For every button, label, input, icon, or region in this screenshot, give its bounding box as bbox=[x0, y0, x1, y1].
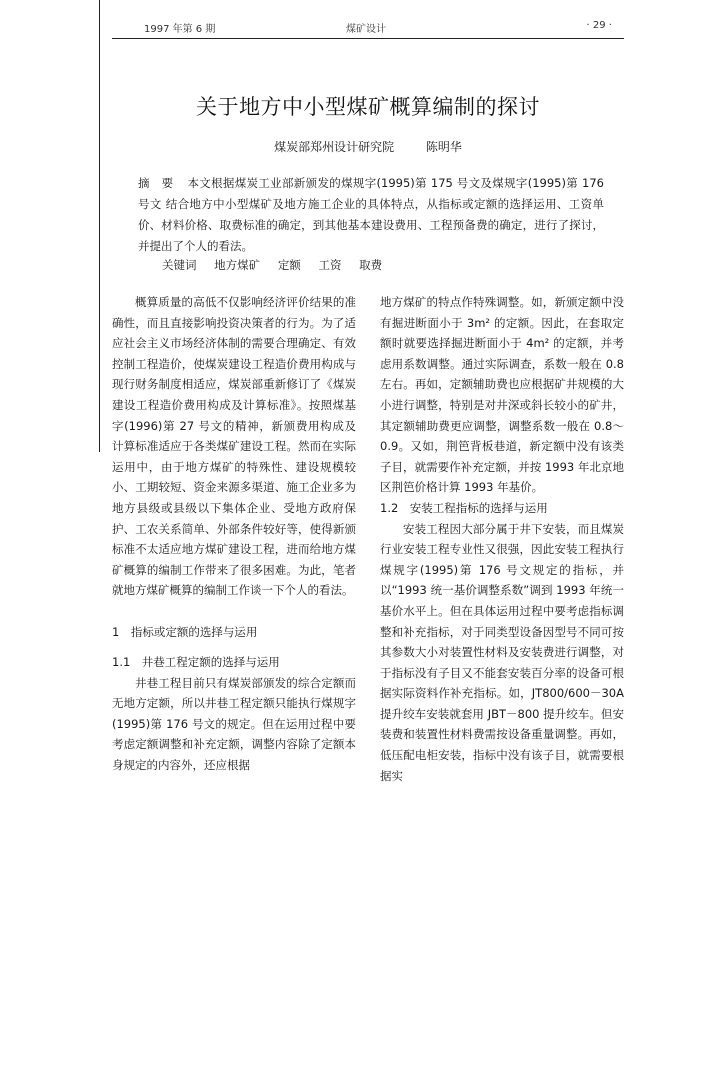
header-rule bbox=[112, 38, 624, 39]
section-heading: 1 指标或定额的选择与运用 bbox=[112, 624, 258, 639]
running-header bbox=[112, 20, 624, 36]
body-paragraph: 概算质量的高低不仅影响经济评价结果的准确性，而且直接影响投资决策者的行为。为了适应社会主义市场经济体制的需要合理确定、有效控制工程造价，使煤炭建设工程造价费用构成与现行财务制度相适应，煤炭部重新修订了《煤炭建设工程造价费用构成及计算标准》。按照煤基字(1996)第 27 号文的精神，新颁费用构成及计算标准适应于各类煤矿建设工程。然而在实际运用中，由于地方煤矿的特殊性、建设规模较小、工期较短、资金来源多渠道、施工企业多为地方县级或县级以下集体企业、受地方政府保护、工农关系简单、外部条件较好等，使得新颁标准不太适应地方煤矿建设工程，进而给地方煤矿概算的编制工作带来了很多困难。为此，笔者就地方煤矿概算的编制工作谈一下个人的看法。 bbox=[112, 295, 356, 598]
keyword: 定额 bbox=[277, 258, 301, 272]
margin-rule bbox=[99, 0, 100, 452]
author-institution: 煤炭部郑州设计研究院 bbox=[274, 140, 395, 154]
author-name: 陈明华 bbox=[425, 140, 462, 154]
subsection-heading: 1.2 安装工程指标的选择与运用 bbox=[380, 500, 548, 515]
keywords-label: 关键词 bbox=[162, 258, 197, 272]
keyword: 工资 bbox=[318, 258, 342, 272]
author-line bbox=[112, 138, 624, 155]
article-title: 关于地方中小型煤矿概算编制的探讨 bbox=[196, 95, 540, 119]
body-column-left bbox=[112, 292, 356, 776]
body-paragraph: 井巷工程目前只有煤炭部颁发的综合定额而无地方定额，所以井巷工程定额只能执行煤规字(1995)第 176 号文的规定。但在运用过程中要考虑定额调整和补充定额，调整内容除了定额本身规定的内容外，还应根据 bbox=[112, 675, 356, 773]
abstract-text: 本文根据煤炭工业部新颁发的煤规字(1995)第 175 号文及煤规字(1995)第 176 号文 结合地方中小型煤矿及地方施工企业的具体特点，从指标或定额的选择运用、工资单价、材料价格、取费标准的确定，到其他基本建设费用、工程预备费的确定，进行了探讨，并提出了个人的看法。 bbox=[138, 176, 605, 253]
subsection-heading: 1.1 井巷工程定额的选择与运用 bbox=[112, 655, 280, 670]
body-paragraph: 地方煤矿的特点作特殊调整。如，新颁定额中没有掘进断面小于 3m² 的定额。因此，在套取定额时就要选择掘进断面小于 4m² 的定额，并考虑用系数调整。通过实际调查，系数一般在 0.8 左右。再如，定额辅助费也应根据矿井规模的大小进行调整，特别是对井深或斜长较小的矿井，其定额辅助费更应调整，调整系数一般在 0.8～0.9。又如，荆笆背板巷道，新定额中没有该类子目，就需要作补充定额，并按 1993 年北京地区荆笆价格计算 1993 年基价。 bbox=[380, 295, 624, 495]
body-column-right bbox=[380, 292, 624, 786]
journal-name: 煤矿设计 bbox=[346, 24, 386, 35]
issue-label: 1997 年第 6 期 bbox=[144, 24, 216, 35]
page-number: · 29 · bbox=[586, 20, 612, 31]
keyword: 地方煤矿 bbox=[214, 258, 261, 272]
body-paragraph: 安装工程因大部分属于井下安装，而且煤炭行业安装工程专业性又很强，因此安装工程执行煤规字(1995)第 176 号文规定的指标，并以“1993 统一基价调整系数”调到 1993 年统一基价水平上。但在具体运用过程中要考虑指标调整和补充指标，对于同类型设备因型号不同可按其参数大小对装置性材料及安装费进行调整，对于指标没有子目又不能套安装百分率的设备可根据实际资料作补充指标。如，JT800/600－30A 提升绞车安装就套用 JBT－800 提升绞车。但安装费和装置性材料费需按设备重量调整。再如，低压配电柜安装，指标中没有该子目，就需要根据实 bbox=[380, 521, 624, 783]
abstract bbox=[138, 173, 604, 257]
keyword: 取费 bbox=[359, 258, 383, 272]
keywords bbox=[162, 257, 396, 273]
abstract-label: 摘 要 bbox=[138, 176, 174, 190]
